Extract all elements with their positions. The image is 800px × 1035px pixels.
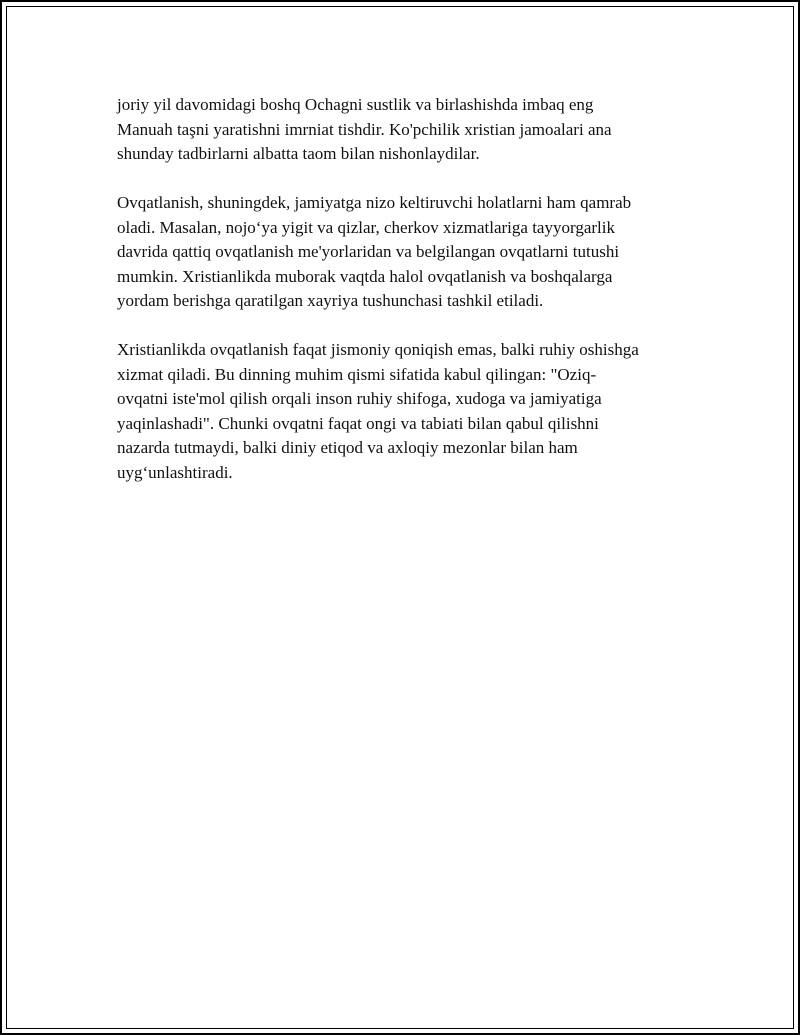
paragraph-line: mumkin. Xristianlikda muborak vaqtda halol ovqatlanish va boshqalarga — [117, 266, 613, 286]
paragraph-line: ovqatni iste'mol qilish orqali inson ruhiy shifoga, xudoga va jamiyatiga — [117, 389, 602, 408]
paragraph-line: shunday tadbirlarni albatta taom bilan nishonlaydilar. — [117, 144, 480, 163]
paragraph-line: uyg‘unlashtiradi. — [117, 462, 233, 482]
paragraph-line: yaqinlashadi". Chunki ovqatni faqat ongi va tabiati bilan qabul qilishni — [117, 413, 599, 433]
paragraph-line: Manuah taşni yaratishni imrniat tishdir. Ko'pchilik xristian jamoalari ana — [117, 119, 612, 139]
document-body — [117, 93, 697, 510]
paragraph-line: xizmat qiladi. Bu dinning muhim qismi sifatida kabul qilingan: "Oziq- — [117, 364, 597, 384]
paragraph-line: oladi. Masalan, nojo‘ya yigit va qizlar, cherkov xizmatlariga tayyorgarlik — [117, 217, 615, 237]
paragraph-line: yordam berishga qaratilgan xayriya tushunchasi tashkil etiladi. — [117, 291, 544, 310]
paragraph-line: Ovqatlanish, shuningdek, jamiyatga nizo keltiruvchi holatlarni ham qamrab — [117, 193, 632, 212]
paragraph-line: joriy yil davomidagi boshq Ochagni sustlik va birlashishda imbaq eng — [117, 95, 594, 114]
paragraph-line: Xristianlikda ovqatlanish faqat jismoniy qoniqish emas, balki ruhiy oshishga — [117, 340, 639, 359]
paragraph-line: davrida qattiq ovqatlanish me'yorlaridan va belgilangan ovqatlarni tutushi — [117, 242, 620, 261]
paragraph-1 — [117, 93, 697, 167]
paragraph-line: nazarda tutmaydi, balki diniy etiqod va axloqiy mezonlar bilan ham — [117, 438, 578, 457]
paragraph-3 — [117, 338, 697, 485]
paragraph-2 — [117, 191, 697, 314]
